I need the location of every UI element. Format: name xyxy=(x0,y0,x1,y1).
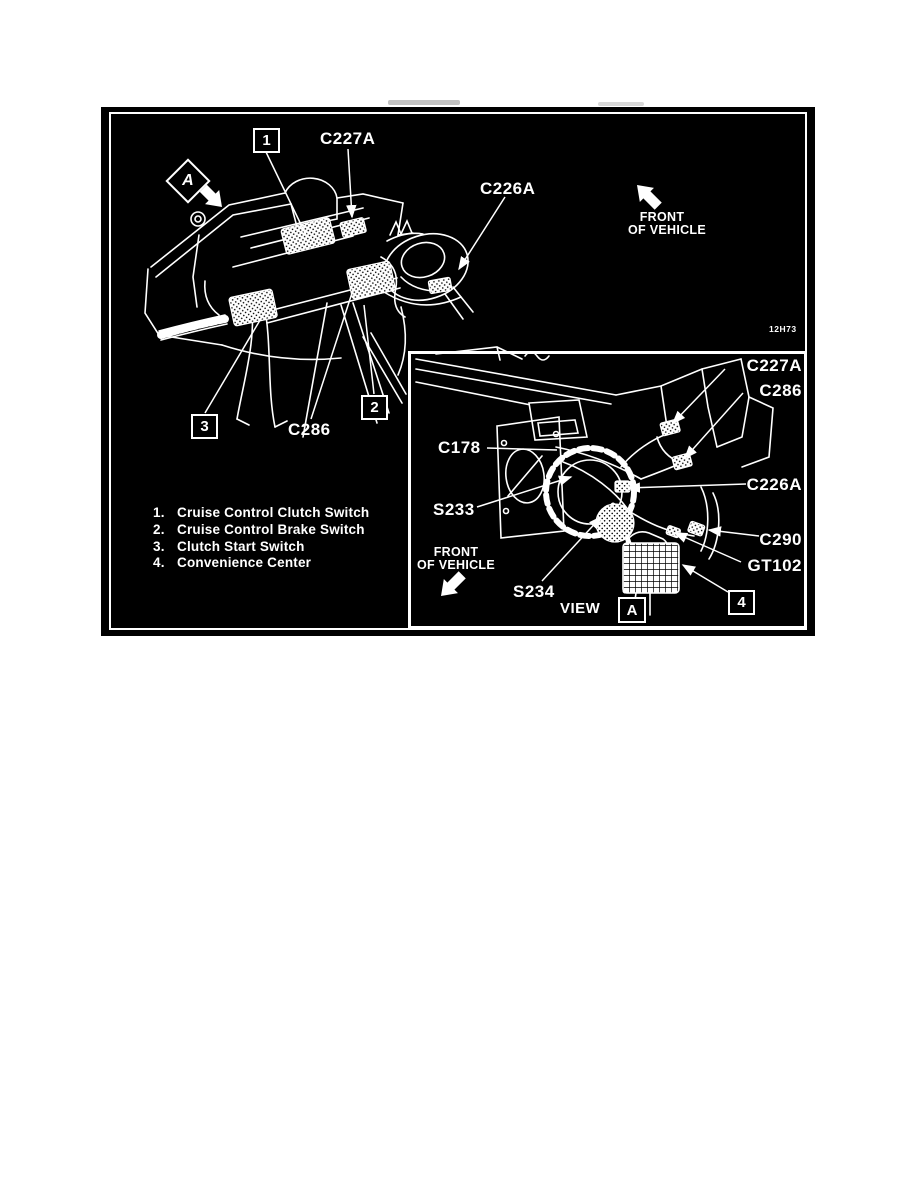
legend-item-number: 3. xyxy=(153,538,165,554)
callout-c286-inset: C286 xyxy=(759,381,802,400)
front-line1: FRONT xyxy=(639,210,685,224)
callout-s233: S233 xyxy=(433,500,475,519)
callout-c226a-inset: C226A xyxy=(746,475,802,494)
legend-item-label: Clutch Start Switch xyxy=(177,538,305,554)
callout-c290: C290 xyxy=(759,530,802,549)
callout-box-4 xyxy=(728,590,755,615)
callout-box-3 xyxy=(191,414,218,439)
main-line-art xyxy=(145,178,477,437)
view-label: VIEW xyxy=(560,600,601,617)
legend-item-label: Convenience Center xyxy=(177,555,312,571)
callout-c226a-main: C226A xyxy=(480,179,536,198)
scan-artifact xyxy=(388,100,460,105)
view-a-box xyxy=(618,597,646,623)
callout-box-1-number: 1 xyxy=(262,132,271,149)
callout-box-4-number: 4 xyxy=(737,594,746,611)
legend-item-label: Cruise Control Brake Switch xyxy=(177,521,365,537)
callout-box-1 xyxy=(253,128,280,153)
callout-c178: C178 xyxy=(438,438,481,457)
legend-item xyxy=(153,539,369,556)
detail-a-letter: A xyxy=(182,172,194,189)
inset-front-line1: FRONT xyxy=(433,545,479,559)
legend-item xyxy=(153,505,369,522)
callout-box-3-number: 3 xyxy=(200,418,209,435)
callout-c227a-inset: C227A xyxy=(746,356,802,375)
callout-gt102: GT102 xyxy=(747,556,802,575)
inset-front-of-vehicle-label xyxy=(412,546,500,572)
inset-line-art xyxy=(416,347,773,615)
legend-item-label: Cruise Control Clutch Switch xyxy=(177,505,370,520)
legend xyxy=(153,505,369,572)
view-a-letter: A xyxy=(626,601,638,619)
callout-box-2 xyxy=(361,395,388,420)
inset-front-of-vehicle-arrow-icon xyxy=(434,568,469,603)
callout-c227a-main: C227A xyxy=(320,129,376,148)
scan-artifact xyxy=(598,102,644,106)
front-of-vehicle-arrow-icon xyxy=(630,178,665,213)
inset-front-line2: OF VEHICLE xyxy=(416,558,495,572)
front-of-vehicle-label xyxy=(628,210,707,237)
legend-item-number: 2. xyxy=(153,521,165,537)
callout-s234: S234 xyxy=(513,582,555,601)
figure-panel xyxy=(101,107,815,636)
legend-item xyxy=(153,555,369,572)
figure-code: 12H73 xyxy=(769,324,797,334)
legend-item-number: 4. xyxy=(153,555,165,571)
legend-item-number: 1. xyxy=(153,505,165,520)
callout-box-2-number: 2 xyxy=(370,399,379,416)
callout-c286-main: C286 xyxy=(288,420,331,439)
front-line2: OF VEHICLE xyxy=(628,223,707,237)
legend-item xyxy=(153,522,369,539)
